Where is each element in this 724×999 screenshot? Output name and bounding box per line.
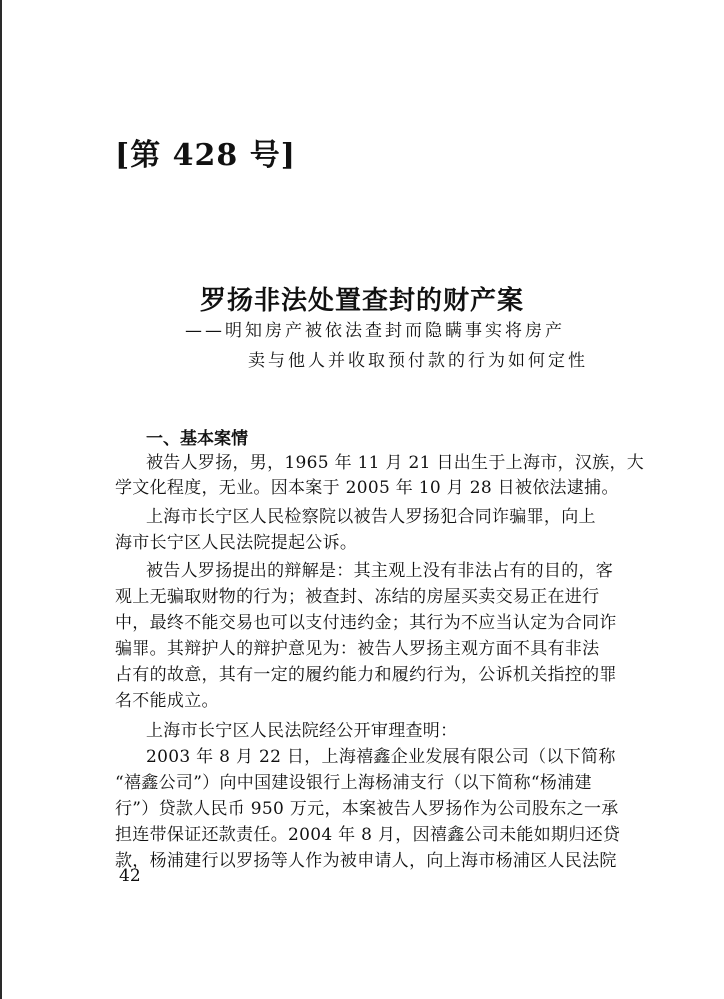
body-text-line: 观上无骗取财物的行为；被查封、冻结的房屋买卖交易正在进行: [115, 587, 600, 607]
body-text-line: 上海市长宁区人民法院经公开审理查明：: [146, 721, 458, 741]
body-text-line: 担连带保证还款责任。2004 年 8 月，因禧鑫公司未能如期归还贷: [115, 825, 621, 845]
body-text-line: 海市长宁区人民法院提起公诉。: [115, 533, 358, 553]
body-text-line: 2003 年 8 月 22 日，上海禧鑫企业发展有限公司（以下简称: [146, 747, 616, 767]
body-text-line: 名不能成立。: [115, 691, 219, 711]
case-title: 罗扬非法处置查封的财产案: [199, 286, 524, 316]
body-text-line: 骗罪。其辩护人的辩护意见为：被告人罗扬主观方面不具有非法: [115, 639, 600, 659]
section-heading: 一、基本案情: [146, 429, 248, 449]
case-number: [第 428 号]: [115, 138, 296, 173]
body-text-line: 款，杨浦建行以罗扬等人作为被申请人，向上海市杨浦区人民法院: [115, 851, 617, 871]
body-text-line: 占有的故意，其有一定的履约能力和履约行为，公诉机关指控的罪: [115, 665, 617, 685]
body-text-line: 行”）贷款人民币 950 万元，本案被告人罗扬作为公司股东之一承: [115, 799, 619, 819]
body-text-line: “禧鑫公司”）向中国建设银行上海杨浦支行（以下简称“杨浦建: [115, 773, 592, 793]
body-text-line: 学文化程度，无业。因本案于 2005 年 10 月 28 日被依法逮捕。: [115, 478, 619, 498]
case-subtitle-line-1: ——明知房产被依法查封而隐瞒事实将房产: [185, 321, 565, 341]
body-text-line: 被告人罗扬提出的辩解是：其主观上没有非法占有的目的，客: [146, 561, 614, 581]
body-text-line: 被告人罗扬，男，1965 年 11 月 21 日出生于上海市，汉族，大: [146, 453, 645, 473]
case-subtitle-line-2: 卖与他人并收取预付款的行为如何定性: [248, 351, 588, 371]
page-number: 42: [119, 866, 141, 886]
page-edge-line: [0, 0, 2, 999]
body-text-line: 上海市长宁区人民检察院以被告人罗扬犯合同诈骗罪，向上: [146, 507, 596, 527]
body-text-line: 中，最终不能交易也可以支付违约金；其行为不应当认定为合同诈: [115, 613, 617, 633]
